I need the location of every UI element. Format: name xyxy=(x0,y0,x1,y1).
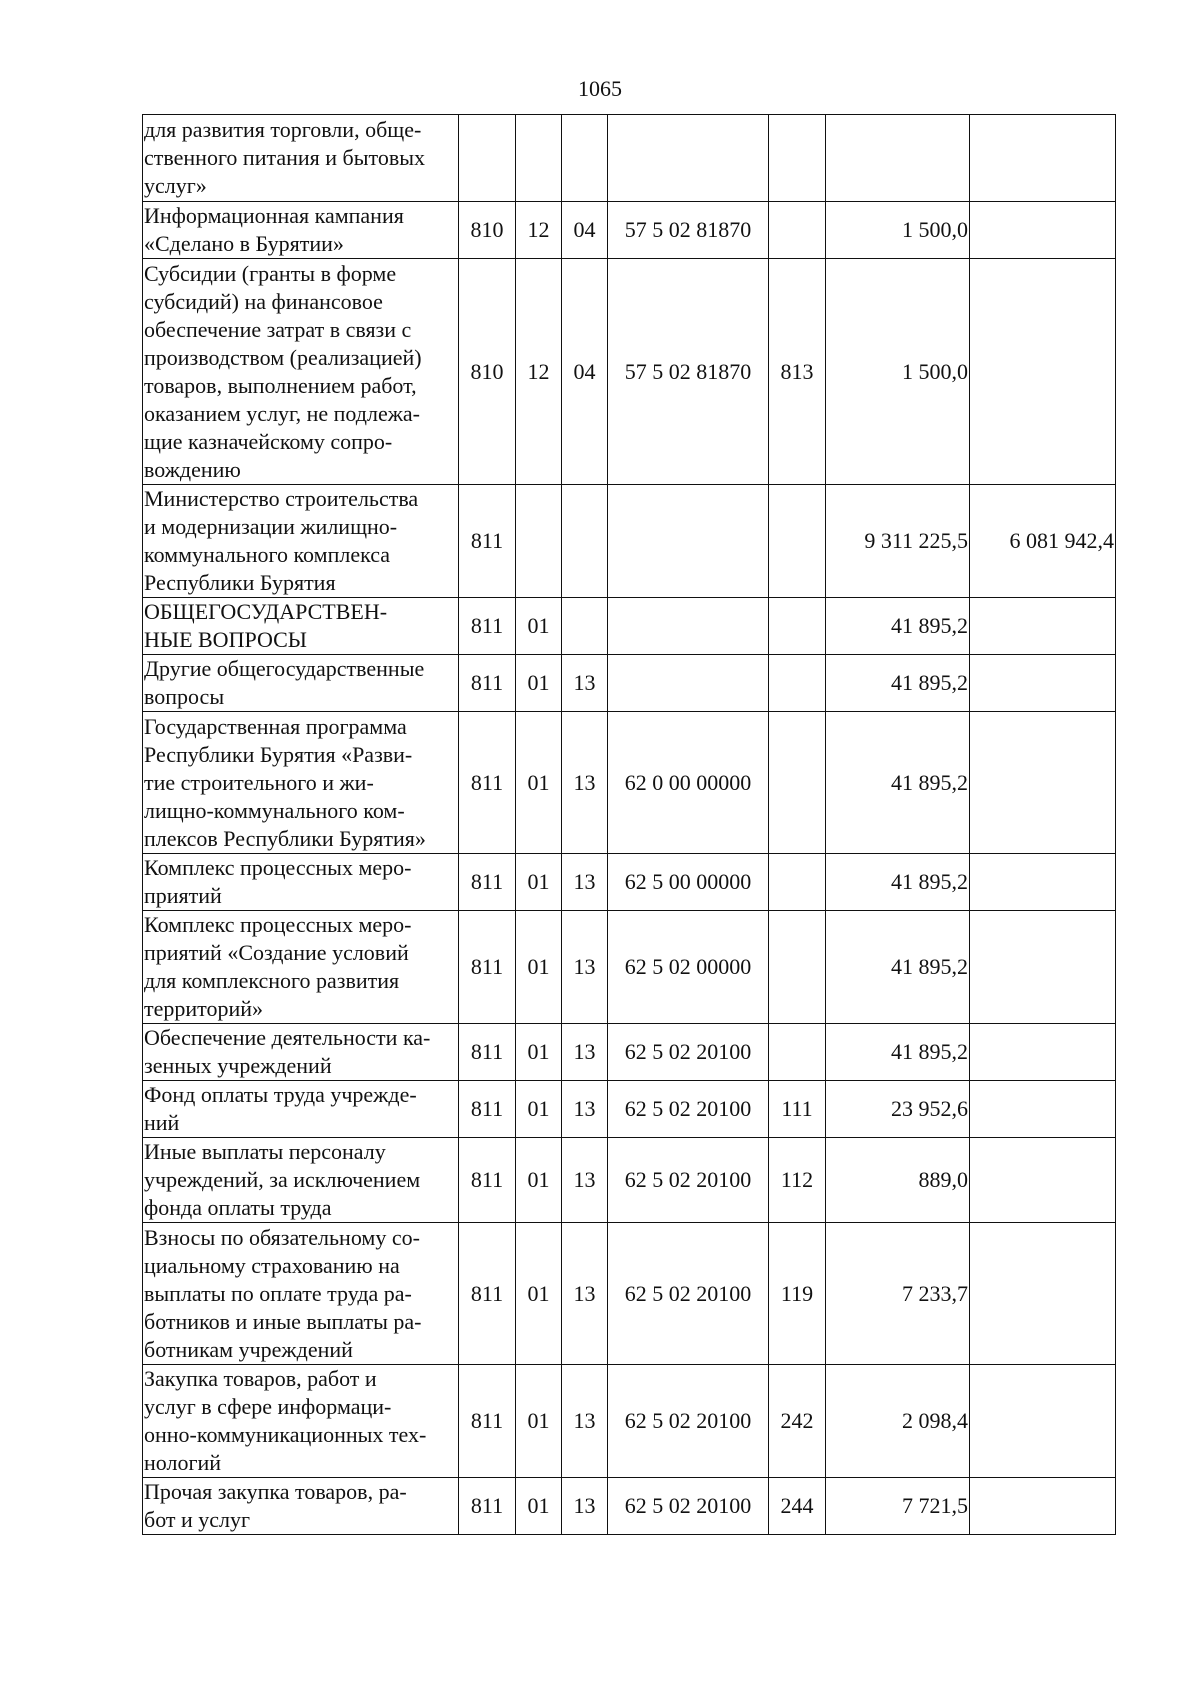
amount-second-cell xyxy=(970,1138,1116,1223)
subsection-code-cell: 13 xyxy=(562,1081,608,1138)
section-code-cell xyxy=(516,115,562,202)
item-name-cell: Государственная программа Республики Бурятия «Разви- тие строительного и жи- лищно-коммунального ком- плексов Республики Бурятия» xyxy=(143,712,459,854)
table-row xyxy=(143,202,1116,259)
amount-second-cell xyxy=(970,1478,1116,1535)
budget-table xyxy=(142,114,1116,1535)
target-article-cell xyxy=(608,485,769,598)
table-row xyxy=(143,1478,1116,1535)
amount-cell: 41 895,2 xyxy=(826,598,970,655)
amount-cell: 9 311 225,5 xyxy=(826,485,970,598)
target-article-cell: 62 5 02 20100 xyxy=(608,1478,769,1535)
expense-type-cell: 244 xyxy=(769,1478,826,1535)
section-code-cell: 01 xyxy=(516,1478,562,1535)
amount-cell: 889,0 xyxy=(826,1138,970,1223)
grbs-code-cell: 810 xyxy=(459,202,516,259)
expense-type-cell: 119 xyxy=(769,1223,826,1365)
grbs-code-cell: 810 xyxy=(459,259,516,485)
grbs-code-cell: 811 xyxy=(459,598,516,655)
grbs-code-cell: 811 xyxy=(459,1081,516,1138)
amount-second-cell: 6 081 942,4 xyxy=(970,485,1116,598)
section-code-cell: 01 xyxy=(516,911,562,1024)
item-name-cell: Министерство строительства и модернизации жилищно- коммунального комплекса Республики Бурятия xyxy=(143,485,459,598)
section-code-cell: 01 xyxy=(516,1081,562,1138)
target-article-cell: 57 5 02 81870 xyxy=(608,259,769,485)
target-article-cell: 62 5 02 20100 xyxy=(608,1024,769,1081)
amount-cell: 41 895,2 xyxy=(826,911,970,1024)
section-code-cell: 01 xyxy=(516,854,562,911)
table-row xyxy=(143,598,1116,655)
grbs-code-cell: 811 xyxy=(459,655,516,712)
expense-type-cell xyxy=(769,854,826,911)
section-code-cell: 12 xyxy=(516,259,562,485)
subsection-code-cell: 13 xyxy=(562,1365,608,1478)
subsection-code-cell: 13 xyxy=(562,1138,608,1223)
amount-second-cell xyxy=(970,1081,1116,1138)
table-row xyxy=(143,1138,1116,1223)
expense-type-cell: 112 xyxy=(769,1138,826,1223)
item-name-cell: Комплекс процессных меро- приятий «Создание условий для комплексного развития территорий» xyxy=(143,911,459,1024)
expense-type-cell xyxy=(769,655,826,712)
grbs-code-cell: 811 xyxy=(459,712,516,854)
grbs-code-cell: 811 xyxy=(459,1478,516,1535)
target-article-cell: 62 5 02 20100 xyxy=(608,1138,769,1223)
expense-type-cell xyxy=(769,911,826,1024)
section-code-cell: 01 xyxy=(516,1024,562,1081)
target-article-cell: 62 5 02 20100 xyxy=(608,1365,769,1478)
grbs-code-cell: 811 xyxy=(459,1024,516,1081)
expense-type-cell xyxy=(769,598,826,655)
target-article-cell: 62 5 02 00000 xyxy=(608,911,769,1024)
target-article-cell: 62 5 00 00000 xyxy=(608,854,769,911)
grbs-code-cell: 811 xyxy=(459,911,516,1024)
grbs-code-cell: 811 xyxy=(459,1138,516,1223)
expense-type-cell xyxy=(769,1024,826,1081)
item-name-cell: Комплекс процессных меро- приятий xyxy=(143,854,459,911)
table-row xyxy=(143,911,1116,1024)
subsection-code-cell: 13 xyxy=(562,655,608,712)
item-name-cell: Обеспечение деятельности ка- зенных учреждений xyxy=(143,1024,459,1081)
amount-second-cell xyxy=(970,1365,1116,1478)
section-code-cell: 01 xyxy=(516,712,562,854)
target-article-cell xyxy=(608,115,769,202)
amount-cell: 7 233,7 xyxy=(826,1223,970,1365)
expense-type-cell: 111 xyxy=(769,1081,826,1138)
subsection-code-cell: 13 xyxy=(562,911,608,1024)
subsection-code-cell xyxy=(562,485,608,598)
page-number: 1065 xyxy=(578,76,622,101)
item-name-cell: Закупка товаров, работ и услуг в сфере информаци- онно-коммуникационных тех- нологий xyxy=(143,1365,459,1478)
amount-second-cell xyxy=(970,854,1116,911)
target-article-cell: 57 5 02 81870 xyxy=(608,202,769,259)
amount-cell: 41 895,2 xyxy=(826,712,970,854)
table-row xyxy=(143,712,1116,854)
amount-cell: 41 895,2 xyxy=(826,1024,970,1081)
section-code-cell xyxy=(516,485,562,598)
item-name-cell: Фонд оплаты труда учрежде- ний xyxy=(143,1081,459,1138)
amount-cell: 23 952,6 xyxy=(826,1081,970,1138)
section-code-cell: 01 xyxy=(516,1365,562,1478)
amount-cell: 41 895,2 xyxy=(826,854,970,911)
amount-cell: 1 500,0 xyxy=(826,259,970,485)
subsection-code-cell: 13 xyxy=(562,1024,608,1081)
table-row xyxy=(143,854,1116,911)
item-name-cell: ОБЩЕГОСУДАРСТВЕН- НЫЕ ВОПРОСЫ xyxy=(143,598,459,655)
subsection-code-cell: 04 xyxy=(562,202,608,259)
item-name-cell: Информационная кампания «Сделано в Бурятии» xyxy=(143,202,459,259)
item-name-cell: Взносы по обязательному со- циальному страхованию на выплаты по оплате труда ра- ботников и иные выплаты ра- ботникам учреждений xyxy=(143,1223,459,1365)
table-row xyxy=(143,655,1116,712)
table-row xyxy=(143,1365,1116,1478)
subsection-code-cell: 04 xyxy=(562,259,608,485)
table-row xyxy=(143,1024,1116,1081)
amount-second-cell xyxy=(970,1223,1116,1365)
subsection-code-cell: 13 xyxy=(562,712,608,854)
amount-second-cell xyxy=(970,712,1116,854)
table-row xyxy=(143,115,1116,202)
section-code-cell: 12 xyxy=(516,202,562,259)
section-code-cell: 01 xyxy=(516,1223,562,1365)
target-article-cell xyxy=(608,598,769,655)
amount-cell: 7 721,5 xyxy=(826,1478,970,1535)
grbs-code-cell: 811 xyxy=(459,854,516,911)
amount-cell: 1 500,0 xyxy=(826,202,970,259)
expense-type-cell xyxy=(769,115,826,202)
grbs-code-cell: 811 xyxy=(459,1223,516,1365)
amount-second-cell xyxy=(970,115,1116,202)
grbs-code-cell: 811 xyxy=(459,485,516,598)
section-code-cell: 01 xyxy=(516,598,562,655)
expense-type-cell: 813 xyxy=(769,259,826,485)
expense-type-cell xyxy=(769,712,826,854)
subsection-code-cell: 13 xyxy=(562,854,608,911)
amount-cell: 2 098,4 xyxy=(826,1365,970,1478)
target-article-cell: 62 0 00 00000 xyxy=(608,712,769,854)
grbs-code-cell xyxy=(459,115,516,202)
amount-cell xyxy=(826,115,970,202)
subsection-code-cell xyxy=(562,598,608,655)
subsection-code-cell: 13 xyxy=(562,1478,608,1535)
table-row xyxy=(143,485,1116,598)
expense-type-cell xyxy=(769,485,826,598)
table-row xyxy=(143,259,1116,485)
table-body xyxy=(143,115,1116,1535)
item-name-cell: Другие общегосударственные вопросы xyxy=(143,655,459,712)
item-name-cell: Субсидии (гранты в форме субсидий) на финансовое обеспечение затрат в связи с производством (реализацией) товаров, выполнением работ, оказанием услуг, не подлежа- щие казначейскому сопро- вождению xyxy=(143,259,459,485)
target-article-cell: 62 5 02 20100 xyxy=(608,1223,769,1365)
amount-second-cell xyxy=(970,911,1116,1024)
target-article-cell: 62 5 02 20100 xyxy=(608,1081,769,1138)
section-code-cell: 01 xyxy=(516,655,562,712)
item-name-cell: для развития торговли, обще- ственного питания и бытовых услуг» xyxy=(143,115,459,202)
amount-second-cell xyxy=(970,202,1116,259)
section-code-cell: 01 xyxy=(516,1138,562,1223)
target-article-cell xyxy=(608,655,769,712)
table-row xyxy=(143,1223,1116,1365)
amount-second-cell xyxy=(970,259,1116,485)
expense-type-cell: 242 xyxy=(769,1365,826,1478)
subsection-code-cell xyxy=(562,115,608,202)
grbs-code-cell: 811 xyxy=(459,1365,516,1478)
table-row xyxy=(143,1081,1116,1138)
amount-second-cell xyxy=(970,655,1116,712)
subsection-code-cell: 13 xyxy=(562,1223,608,1365)
amount-second-cell xyxy=(970,598,1116,655)
item-name-cell: Прочая закупка товаров, ра- бот и услуг xyxy=(143,1478,459,1535)
item-name-cell: Иные выплаты персоналу учреждений, за исключением фонда оплаты труда xyxy=(143,1138,459,1223)
expense-type-cell xyxy=(769,202,826,259)
amount-cell: 41 895,2 xyxy=(826,655,970,712)
amount-second-cell xyxy=(970,1024,1116,1081)
